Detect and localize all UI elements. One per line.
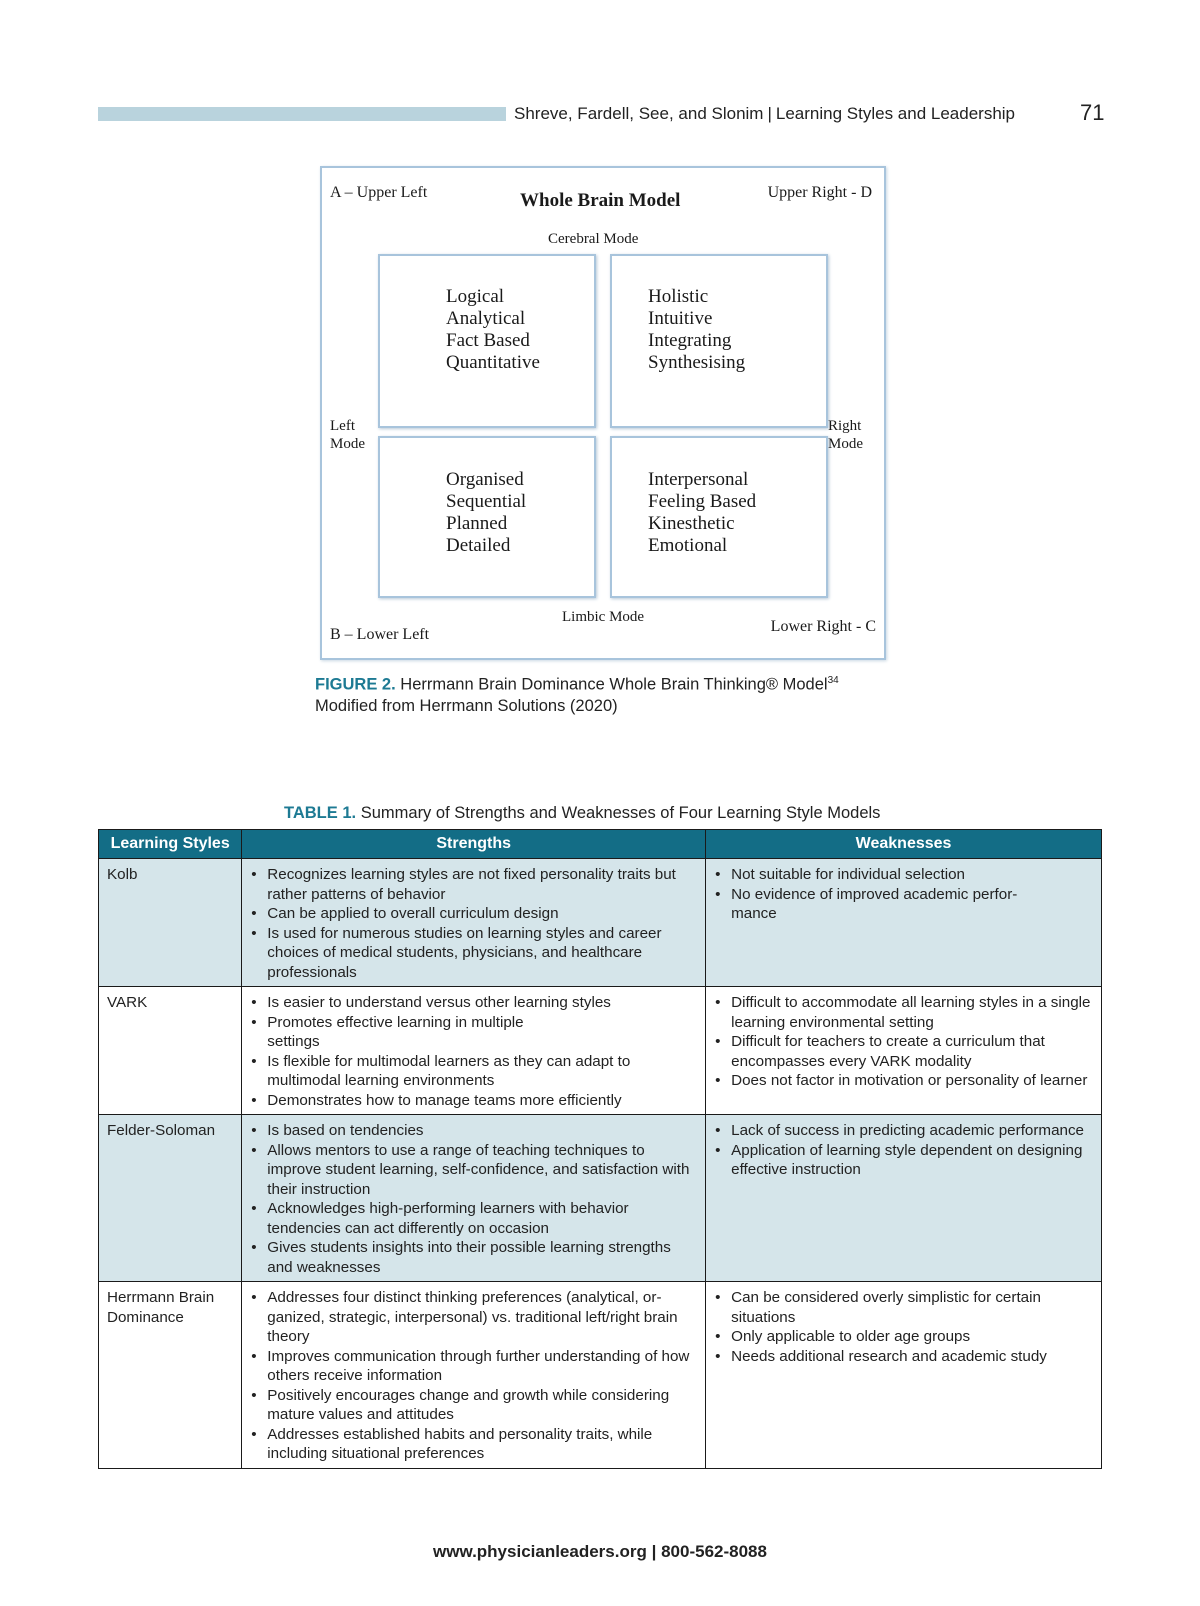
list-item: • Can be applied to overall curriculum design xyxy=(267,904,697,924)
list-item: • Positively encourages change and growth while considering mature values and attitudes xyxy=(267,1386,697,1425)
column-header-weaknesses: Weaknesses xyxy=(706,830,1102,859)
style-name-text: VARK xyxy=(107,994,148,1011)
learning-style-name xyxy=(99,987,242,1115)
trait: Logical xyxy=(446,286,505,307)
list-item: • Addresses four distinct thinking preferences (analytical, or-ganized, strategic, interpersonal) vs. traditional left/right brain theory xyxy=(267,1288,697,1347)
list-item: • Is easier to understand versus other learning styles xyxy=(267,993,697,1013)
list-item: • Lack of success in predicting academic performance xyxy=(731,1121,1093,1141)
page-number: 71 xyxy=(1080,100,1105,125)
learning-styles-table xyxy=(98,829,1102,1469)
trait: Fact Based xyxy=(446,330,530,351)
strengths-cell xyxy=(242,859,706,987)
quadrant-lower-right-traits xyxy=(648,469,756,557)
strengths-cell xyxy=(242,987,706,1115)
weaknesses-cell xyxy=(706,987,1102,1115)
trait: Intuitive xyxy=(648,308,713,329)
weaknesses-cell xyxy=(706,1115,1102,1282)
list-item: • Does not factor in motivation or personality of learner xyxy=(731,1071,1093,1091)
quadrant-upper-left-traits xyxy=(446,286,540,374)
strengths-cell xyxy=(242,1115,706,1282)
whole-brain-model-figure xyxy=(320,166,886,660)
column-header-strengths: Strengths xyxy=(242,830,706,859)
caption-line-1 xyxy=(315,670,839,696)
trait: Feeling Based xyxy=(648,491,757,512)
mode-label-left xyxy=(330,417,365,453)
style-name-text: Felder-Soloman xyxy=(107,1122,216,1139)
learning-style-name xyxy=(99,859,242,987)
list-item: • Can be considered overly simplistic for certain situations xyxy=(731,1288,1093,1327)
figure-caption xyxy=(315,670,839,717)
table-header-row xyxy=(99,830,1102,859)
trait: Integrating xyxy=(648,330,732,351)
table-row xyxy=(99,1115,1102,1282)
strengths-cell xyxy=(242,1282,706,1469)
column-header-learning-styles: Learning Styles xyxy=(99,830,242,859)
list-item: • Recognizes learning styles are not fixed personality traits but rather patterns of behavior xyxy=(267,865,677,904)
table-title xyxy=(284,804,880,823)
footer-separator: | xyxy=(651,1542,657,1561)
list-item: • Acknowledges high-performing learners with behavior tendencies can act differently on occasion xyxy=(267,1199,697,1238)
list-item: • Not suitable for individual selection xyxy=(731,865,1093,885)
mode-label-cerebral: Cerebral Mode xyxy=(548,231,639,247)
learning-style-name xyxy=(99,1282,242,1469)
trait: Holistic xyxy=(648,286,709,307)
trait: Planned xyxy=(446,513,508,534)
table-row xyxy=(99,987,1102,1115)
table-label: TABLE 1. xyxy=(284,804,357,822)
list-item: • Addresses established habits and personality traits, while including situational preferences xyxy=(267,1425,697,1464)
corner-label-upper-right: Upper Right - D xyxy=(767,184,872,201)
list-item: • Difficult for teachers to create a curriculum that encompasses every VARK modality xyxy=(731,1032,1093,1071)
footer-url[interactable]: www.physicianleaders.org xyxy=(433,1542,647,1561)
corner-label-lower-right: Lower Right - C xyxy=(770,618,876,635)
mode-label-limbic: Limbic Mode xyxy=(562,609,645,625)
trait: Analytical xyxy=(446,308,526,329)
learning-style-name xyxy=(99,1115,242,1282)
list-item: • Only applicable to older age groups xyxy=(731,1327,1093,1347)
weaknesses-cell xyxy=(706,859,1102,987)
trait: Synthesising xyxy=(648,352,746,373)
list-item: • Demonstrates how to manage teams more efficiently xyxy=(267,1091,697,1111)
trait: Kinesthetic xyxy=(648,513,735,534)
style-name-text: Herrmann Brain Dominance xyxy=(107,1289,215,1326)
mode-right-line-1: Right xyxy=(828,418,862,434)
trait: Detailed xyxy=(446,535,511,556)
table-row xyxy=(99,859,1102,987)
trait: Emotional xyxy=(648,535,728,556)
running-head xyxy=(514,104,1015,124)
weaknesses-cell xyxy=(706,1282,1102,1469)
list-item: • Difficult to accommodate all learning styles in a single learning environmental setting xyxy=(731,993,1093,1032)
trait: Quantitative xyxy=(446,352,540,373)
figure-title: Whole Brain Model xyxy=(520,190,681,211)
figure-label: FIGURE 2. xyxy=(315,675,396,694)
list-item: • Improves communication through further understanding of how others receive information xyxy=(267,1347,697,1386)
list-item: • No evidence of improved academic perfor-mance xyxy=(731,885,1051,924)
list-item: • Is used for numerous studies on learning styles and career choices of medical students, physicians, and healthcare professionals xyxy=(267,924,697,983)
running-head-authors: Shreve, Fardell, See, and Slonim xyxy=(514,104,764,123)
caption-reference: 34 xyxy=(827,675,839,686)
table-row xyxy=(99,1282,1102,1469)
running-head-separator: | xyxy=(767,104,772,123)
corner-label-lower-left: B – Lower Left xyxy=(330,626,430,643)
page-footer xyxy=(0,1542,1200,1562)
list-item: • Allows mentors to use a range of teaching techniques to improve student learning, self-confidence, and satisfaction with their instruction xyxy=(267,1141,697,1200)
running-head-section: Learning Styles and Leadership xyxy=(775,104,1016,123)
header-rule xyxy=(98,107,506,121)
mode-left-line-2: Mode xyxy=(330,436,365,452)
trait: Interpersonal xyxy=(648,469,749,490)
quadrant-lower-left-traits xyxy=(446,469,526,557)
corner-label-upper-left: A – Upper Left xyxy=(330,184,428,201)
table-title-text: Summary of Strengths and Weaknesses of Four Learning Style Models xyxy=(360,804,881,822)
list-item: • Is flexible for multimodal learners as they can adapt to multimodal learning environments xyxy=(267,1052,697,1091)
list-item: • Gives students insights into their possible learning strengths and weaknesses xyxy=(267,1238,697,1277)
trait: Organised xyxy=(446,469,524,490)
mode-left-line-1: Left xyxy=(330,418,355,434)
trait: Sequential xyxy=(446,491,527,512)
mode-right-line-2: Mode xyxy=(828,436,863,452)
quadrant-upper-right-traits xyxy=(648,286,745,374)
list-item: • Promotes effective learning in multiple settings xyxy=(267,1013,557,1052)
list-item: • Needs additional research and academic study xyxy=(731,1347,1093,1367)
mode-label-right xyxy=(828,417,863,453)
caption-line-2: Modified from Herrmann Solutions (2020) xyxy=(315,696,618,715)
footer-phone: 800-562-8088 xyxy=(661,1542,767,1561)
list-item: • Application of learning style dependent on designing effective instruction xyxy=(731,1141,1093,1180)
caption-text: Herrmann Brain Dominance Whole Brain Thinking® Model xyxy=(400,675,828,694)
style-name-text: Kolb xyxy=(107,866,138,883)
list-item: • Is based on tendencies xyxy=(267,1121,697,1141)
